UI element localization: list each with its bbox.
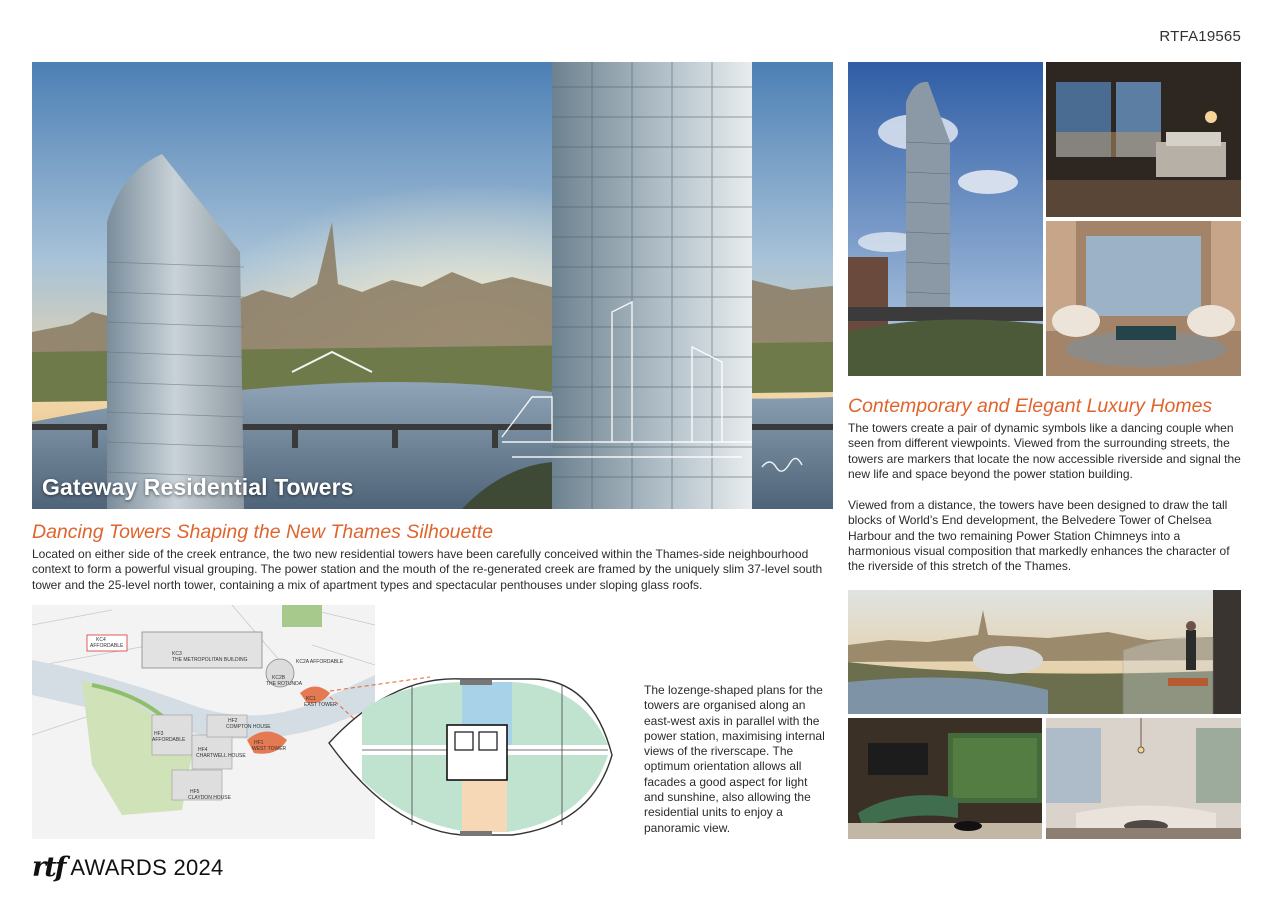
awards-label: AWARDS 2024: [70, 854, 224, 880]
label-hf2-sub: COMPTON HOUSE: [226, 724, 271, 730]
green-lounge-photo: [848, 718, 1042, 839]
main-paragraph: Located on either side of the creek entrance, the two new residential towers have been carefully conceived within the Thames-side neighbourhood context to form a powerful visual grouping. The power station and the mouth of the re-generated creek are framed by the uniquely slim 37-level south tower and the 25-level north tower, containing a mix of apartment types and spectacular penthouses under sloping glass roofs.: [32, 547, 823, 592]
label-kc1-sub: EAST TOWER: [304, 702, 337, 708]
label-hf1-sub: WEST TOWER: [252, 746, 287, 752]
living-room-photo: [1046, 221, 1241, 376]
label-kc4-sub: AFFORDABLE: [90, 643, 124, 649]
label-hf4: HF4: [198, 747, 208, 753]
label-hf5: HF5: [190, 789, 200, 795]
label-hf5-sub: CLAYDON HOUSE: [188, 795, 231, 801]
site-plan: [32, 605, 632, 839]
white-lounge-photo: [1046, 718, 1241, 839]
hero-image: [32, 62, 833, 509]
reference-code: RTFA19565: [1159, 28, 1241, 45]
luxury-paragraph-1: The towers create a pair of dynamic symbols like a dancing couple when seen from different viewpoints. Viewed from the surrounding streets, the towers are markers that locate the now accessible riverside and signal the new life and space beyond the power station building.: [848, 421, 1241, 481]
rtf-logo: rtf: [32, 852, 65, 883]
tower-exterior-photo: [848, 62, 1043, 376]
label-kc2a: KC2A AFFORDABLE: [296, 659, 344, 665]
section-heading-luxury-homes: Contemporary and Elegant Luxury Homes: [848, 395, 1213, 417]
label-hf3: HF3: [154, 731, 164, 737]
hero-title: Gateway Residential Towers: [42, 474, 354, 500]
bedroom-interior-photo: [1046, 62, 1241, 217]
label-kc1: KC1: [306, 696, 316, 702]
label-kc4: KC4: [96, 637, 106, 643]
awards-brand: [32, 854, 224, 881]
label-kc3: KC3: [172, 651, 182, 657]
label-kc2b: KC2B: [272, 675, 286, 681]
luxury-paragraph-2: Viewed from a distance, the towers have been designed to draw the tall blocks of World’s End development, the Belvedere Tower of Chelsea Harbour and the two remaining Power Station Chimneys into a harmonious visual composition that markedly enhances the character of the riverside of this stretch of the Thames.: [848, 498, 1230, 574]
label-hf2: HF2: [228, 718, 238, 724]
floor-plan-caption: The lozenge-shaped plans for the towers are organised along an east-west axis in parallel with the power station, maximising internal views of the riverscape. The optimum orientation allows all facades a good aspect for light and sunshine, also allowing the residential units to enjoy a panoramic view.: [644, 683, 825, 835]
label-kc2b-sub: THE ROTUNDA: [266, 681, 303, 687]
main-heading: Dancing Towers Shaping the New Thames Silhouette: [32, 521, 494, 543]
label-hf1: HF1: [254, 740, 264, 746]
label-kc3-sub: THE METROPOLITAN BUILDING: [172, 657, 248, 663]
label-hf3-sub: AFFORDABLE: [152, 737, 186, 743]
label-hf4-sub: CHARTWELL HOUSE: [196, 753, 246, 759]
balcony-view-photo: [848, 590, 1241, 714]
